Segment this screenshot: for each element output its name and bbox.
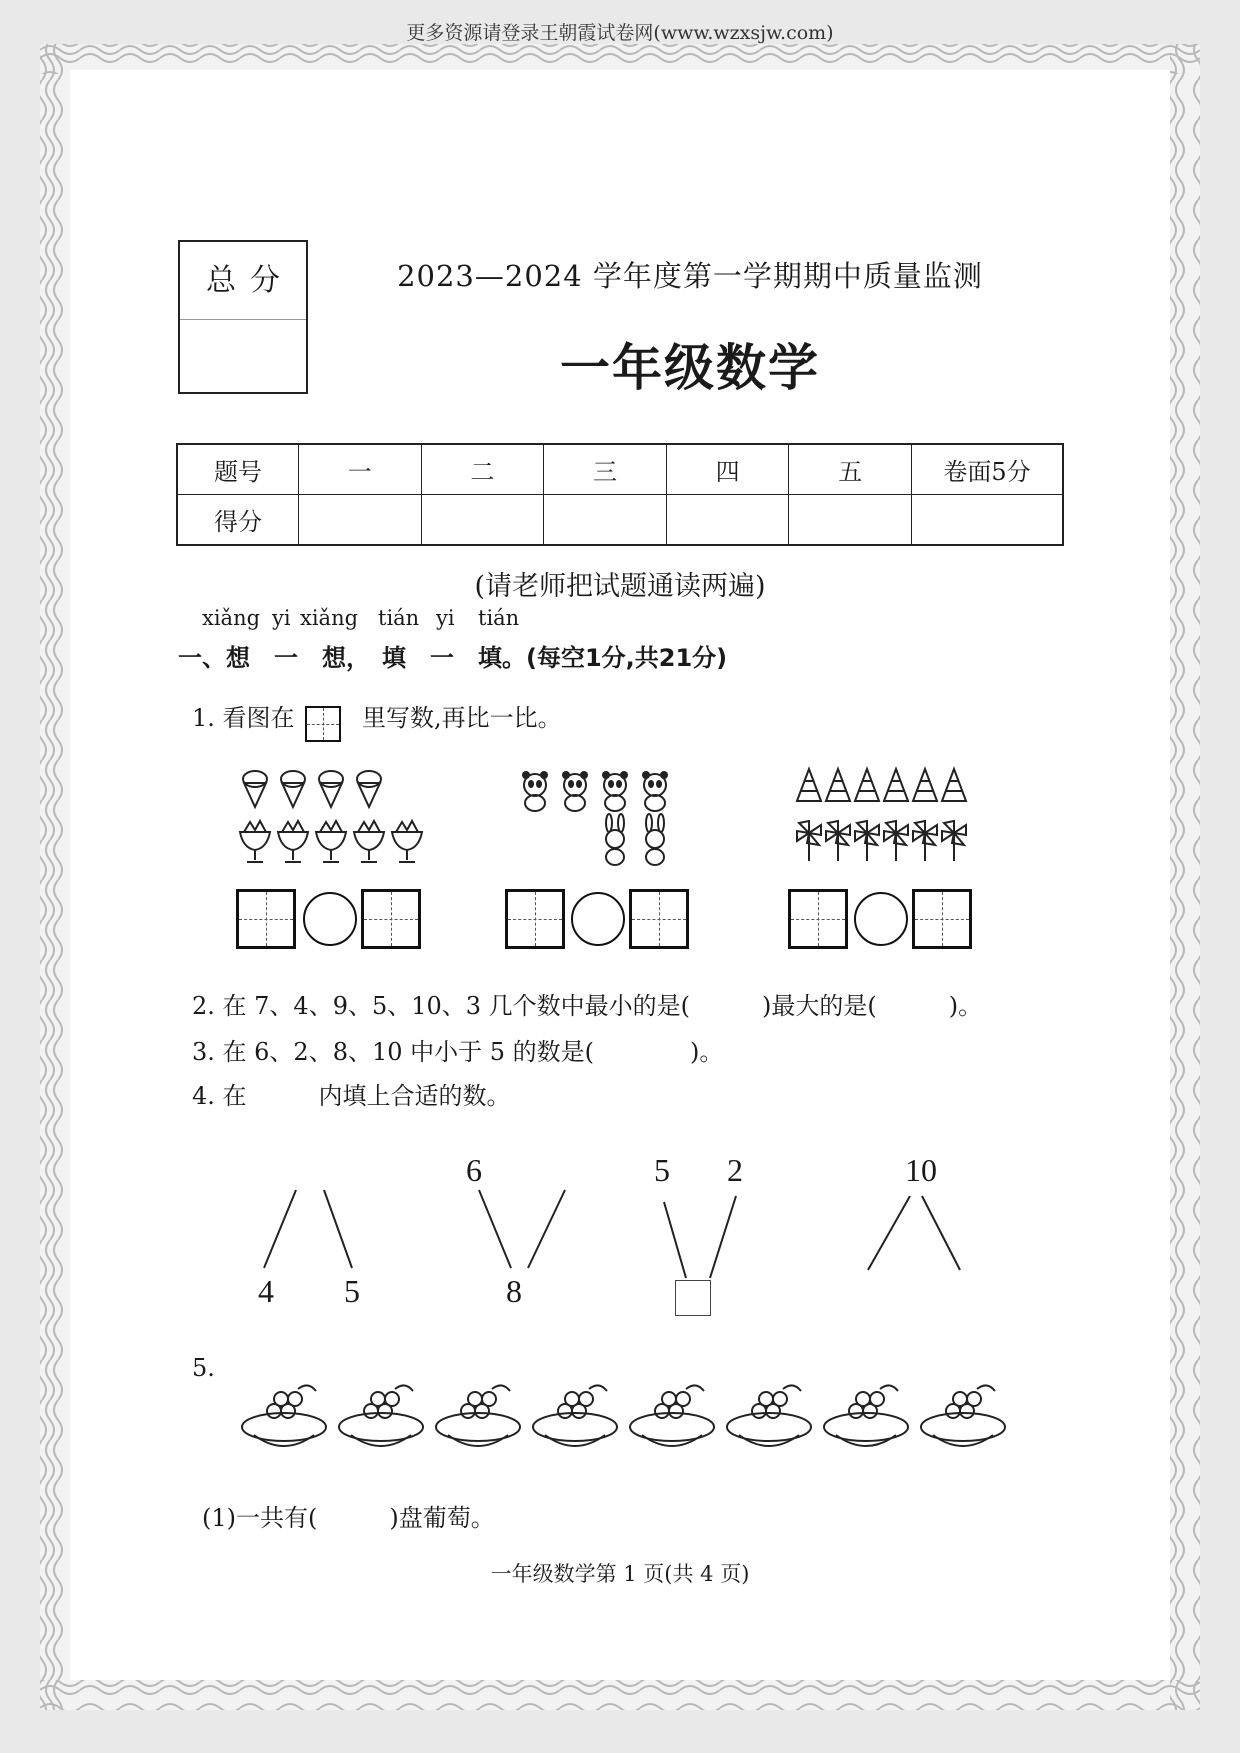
count-answer-box[interactable] — [236, 889, 296, 949]
pinwheel-icon — [826, 821, 850, 861]
panda-icon — [642, 771, 668, 811]
header-cell: 三 — [544, 444, 667, 495]
panda-icon — [562, 771, 588, 811]
tree-2-top-number: 6 — [466, 1152, 482, 1188]
site-header-note: 更多资源请登录王朝霞试卷网(www.wzxsjw.com) — [406, 22, 834, 44]
compare-answer-circle[interactable] — [303, 892, 357, 946]
grape-plate-icon — [436, 1385, 520, 1446]
count-answer-box[interactable] — [912, 889, 972, 949]
panda-group — [522, 771, 668, 811]
score-cell[interactable] — [666, 495, 789, 546]
score-table — [176, 443, 1064, 546]
party-hat-icon — [797, 769, 821, 801]
score-cell[interactable] — [421, 495, 544, 546]
count-answer-box[interactable] — [505, 889, 565, 949]
grape-plate-icon — [921, 1385, 1005, 1446]
sundae-icon — [240, 821, 270, 862]
total-score-label: 总分 — [180, 242, 306, 320]
pinyin: yi — [272, 606, 291, 630]
pinyin: yi — [436, 606, 455, 630]
score-cell[interactable] — [912, 495, 1064, 546]
sundae-icon — [354, 821, 384, 862]
grape-plates — [240, 1365, 1020, 1460]
score-cell[interactable] — [299, 495, 422, 546]
compare-answer-circle[interactable] — [854, 892, 908, 946]
answer-box-sample-icon — [305, 706, 341, 742]
tree-1-right-number: 5 — [344, 1273, 360, 1309]
question-3: 3. 在 6、2、8、10 中小于 5 的数是( )。 — [192, 1038, 724, 1066]
pinwheel-icon — [884, 821, 908, 861]
row-label-cell: 得分 — [177, 495, 299, 546]
question-1-prefix: 1. 看图在 — [192, 704, 295, 732]
score-cell[interactable] — [544, 495, 667, 546]
rabbit-icon — [646, 814, 664, 865]
pinwheel-icon — [913, 821, 937, 861]
header-cell: 一 — [299, 444, 422, 495]
score-table-header-row — [177, 444, 1063, 495]
score-cell[interactable] — [789, 495, 912, 546]
tree-3-top-right-number: 2 — [727, 1152, 743, 1188]
grape-plate-icon — [533, 1385, 617, 1446]
reading-instruction: (请老师把试题通读两遍) — [474, 571, 766, 602]
count-answer-box[interactable] — [788, 889, 848, 949]
tree-3-answer-box[interactable] — [675, 1280, 711, 1316]
pinyin: tián — [478, 606, 520, 630]
question-5: 5. — [192, 1354, 215, 1382]
count-answer-box[interactable] — [361, 889, 421, 949]
grape-plate-icon — [339, 1385, 423, 1446]
pinwheel-group — [797, 821, 966, 861]
question-4: 4. 在 内填上合适的数。 — [192, 1082, 511, 1110]
ice-cream-cone-icon — [243, 771, 267, 807]
section-heading: 一、想 一 想， 填 一 填。(每空1分,共21分) — [178, 644, 728, 672]
header-cell: 四 — [666, 444, 789, 495]
panda-icon — [522, 771, 548, 811]
question-5-1: (1)一共有( )盘葡萄。 — [202, 1504, 495, 1532]
party-hat-icon — [913, 769, 937, 801]
tree-2-bottom-number: 8 — [506, 1273, 522, 1309]
ice-cream-cone-icon — [357, 771, 381, 807]
pinwheel-icon — [855, 821, 879, 861]
header-cell: 卷面5分 — [912, 444, 1064, 495]
header-cell: 二 — [421, 444, 544, 495]
rabbit-group — [606, 814, 664, 865]
party-hat-icon — [942, 769, 966, 801]
party-hat-icon — [884, 769, 908, 801]
pinyin: xiǎng — [202, 606, 261, 630]
ice-cream-cone-icon — [281, 771, 305, 807]
sundae-icon — [278, 821, 308, 862]
question-1-suffix: 里写数,再比一比。 — [362, 704, 562, 732]
exam-title: 2023—2024 学年度第一学期期中质量监测 — [397, 259, 983, 293]
total-score-box — [178, 240, 308, 394]
party-hat-icon — [855, 769, 879, 801]
subject-title: 一年级数学 — [560, 338, 820, 397]
grape-plate-icon — [824, 1385, 908, 1446]
count-answer-box[interactable] — [629, 889, 689, 949]
grape-plate-icon — [630, 1385, 714, 1446]
rabbit-icon — [606, 814, 624, 865]
party-hat-group — [797, 769, 966, 801]
question-2: 2. 在 7、4、9、5、10、3 几个数中最小的是( )最大的是( )。 — [192, 992, 983, 1020]
number-tree-lines — [250, 1180, 990, 1330]
pinwheel-icon — [797, 821, 821, 861]
tree-3-top-left-number: 5 — [654, 1152, 670, 1188]
score-table-score-row — [177, 495, 1063, 546]
tree-4-top-number: 10 — [905, 1152, 937, 1188]
sundae-icon — [316, 821, 346, 862]
sundae-icon — [392, 821, 422, 862]
pinwheel-icon — [942, 821, 966, 861]
grape-plate-icon — [242, 1385, 326, 1446]
ice-cream-cone-group — [243, 771, 381, 807]
grape-plate-icon — [727, 1385, 811, 1446]
pinyin: xiǎng — [300, 606, 359, 630]
counting-pictures — [230, 765, 1030, 875]
ice-cream-cone-icon — [319, 771, 343, 807]
page-footer: 一年级数学第 1 页(共 4 页) — [490, 1562, 750, 1586]
panda-icon — [602, 771, 628, 811]
party-hat-icon — [826, 769, 850, 801]
pinyin: tián — [378, 606, 420, 630]
header-cell: 五 — [789, 444, 912, 495]
tree-1-left-number: 4 — [258, 1273, 274, 1309]
header-cell: 题号 — [177, 444, 299, 495]
sundae-group — [240, 821, 422, 862]
compare-answer-circle[interactable] — [571, 892, 625, 946]
